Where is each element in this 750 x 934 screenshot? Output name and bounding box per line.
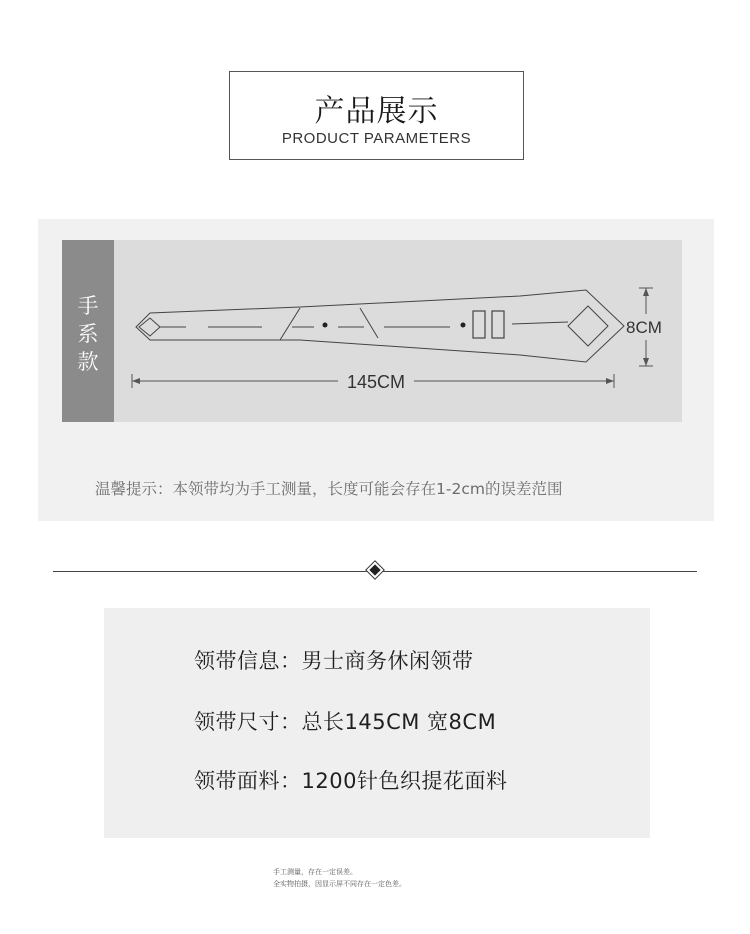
footer-note: 手工测量，存在一定误差。 — [273, 868, 357, 876]
tie-outline — [136, 290, 624, 362]
tie-marker-dot — [323, 323, 328, 328]
measurement-tip: 温馨提示：本领带均为手工测量，长度可能会存在1-2cm的误差范围 — [95, 480, 563, 498]
page-subtitle: PRODUCT PARAMETERS — [281, 130, 472, 147]
tie-size-line: 领带尺寸：总长145CM 宽8CM — [194, 710, 497, 734]
tie-fabric-line: 领带面料：1200针色织提花面料 — [194, 769, 508, 793]
tie-marker-dot — [461, 323, 466, 328]
width-dimension-label: 8CM — [626, 318, 662, 337]
side-label-char: 手 — [77, 294, 99, 318]
page-title: 产品展示 — [314, 94, 439, 129]
side-label-char: 款 — [77, 350, 99, 374]
side-label-char: 系 — [77, 322, 99, 346]
length-dimension-label: 145CM — [346, 372, 406, 392]
tie-info-line: 领带信息：男士商务休闲领带 — [194, 649, 474, 673]
footer-note: 全实物拍摄，因显示屏不同存在一定色差。 — [273, 880, 406, 888]
